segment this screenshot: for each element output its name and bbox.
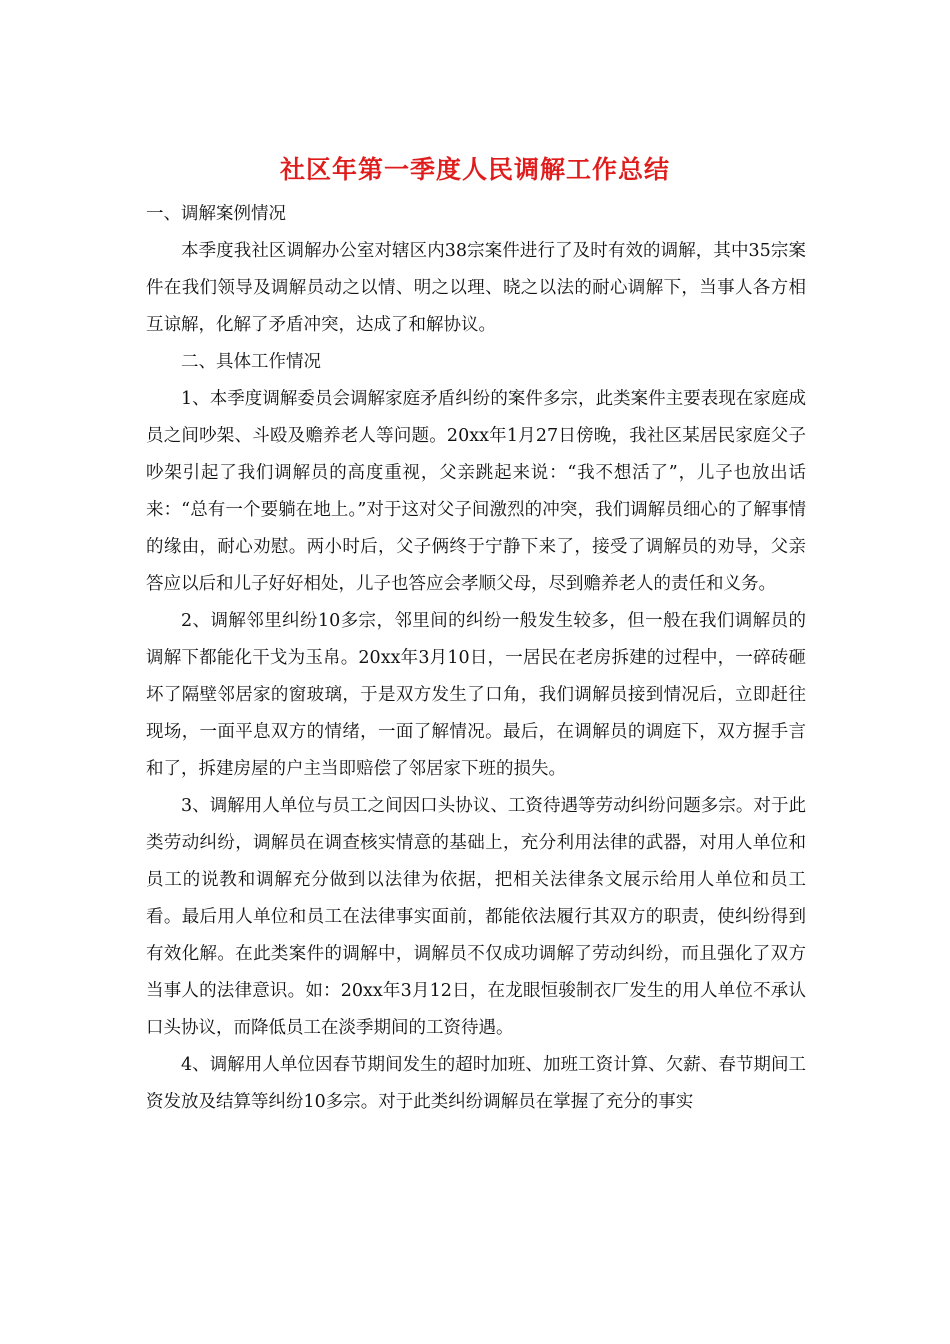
document-body [146, 196, 806, 1121]
paragraph-5: 4、调解用人单位因春节期间发生的超时加班、加班工资计算、欠薪、春节期间工资发放及结算等纠纷10多宗。对于此类纠纷调解员在掌握了充分的事实 [146, 1055, 806, 1112]
paragraph-3: 2、调解邻里纠纷10多宗，邻里间的纠纷一般发生较多，但一般在我们调解员的调解下都能化干戈为玉帛。20xx年3月10日，一居民在老房拆建的过程中，一碎砖砸坏了隔壁邻居家的窗玻璃，于是双方发生了口角，我们调解员接到情况后，立即赶往现场，一面平息双方的情绪，一面了解情况。最后，在调解员的调庭下，双方握手言和了，拆建房屋的户主当即赔偿了邻居家下班的损失。 [146, 611, 806, 779]
section-heading-2: 二、具体工作情况 [181, 352, 321, 372]
section-heading-1: 一、调解案例情况 [146, 204, 286, 224]
document-title: 社区年第一季度人民调解工作总结 [279, 155, 670, 184]
paragraph-4: 3、调解用人单位与员工之间因口头协议、工资待遇等劳动纠纷问题多宗。对于此类劳动纠纷，调解员在调查核实情意的基础上，充分利用法律的武器，对用人单位和员工的说教和调解充分做到以法律为依据，把相关法律条文展示给用人单位和员工看。最后用人单位和员工在法律事实面前，都能依法履行其双方的职责，使纠纷得到有效化解。在此类案件的调解中，调解员不仅成功调解了劳动纠纷，而且强化了双方当事人的法律意识。如：20xx年3月12日，在龙眼恒骏制衣厂发生的用人单位不承认口头协议，而降低员工在淡季期间的工资待遇。 [146, 796, 806, 1038]
paragraph-2: 1、本季度调解委员会调解家庭矛盾纠纷的案件多宗，此类案件主要表现在家庭成员之间吵架、斗殴及赡养老人等问题。20xx年1月27日傍晚，我社区某居民家庭父子吵架引起了我们调解员的高度重视，父亲跳起来说：“我不想活了”，儿子也放出话来：“总有一个要躺在地上。”对于这对父子间激烈的冲突，我们调解员细心的了解事情的缘由，耐心劝慰。两小时后，父子俩终于宁静下来了，接受了调解员的劝导，父亲答应以后和儿子好好相处，儿子也答应会孝顺父母，尽到赡养老人的责任和义务。 [146, 389, 806, 594]
paragraph-1: 本季度我社区调解办公室对辖区内38宗案件进行了及时有效的调解，其中35宗案件在我们领导及调解员动之以情、明之以理、晓之以法的耐心调解下，当事人各方相互谅解，化解了矛盾冲突，达成了和解协议。 [146, 241, 806, 335]
